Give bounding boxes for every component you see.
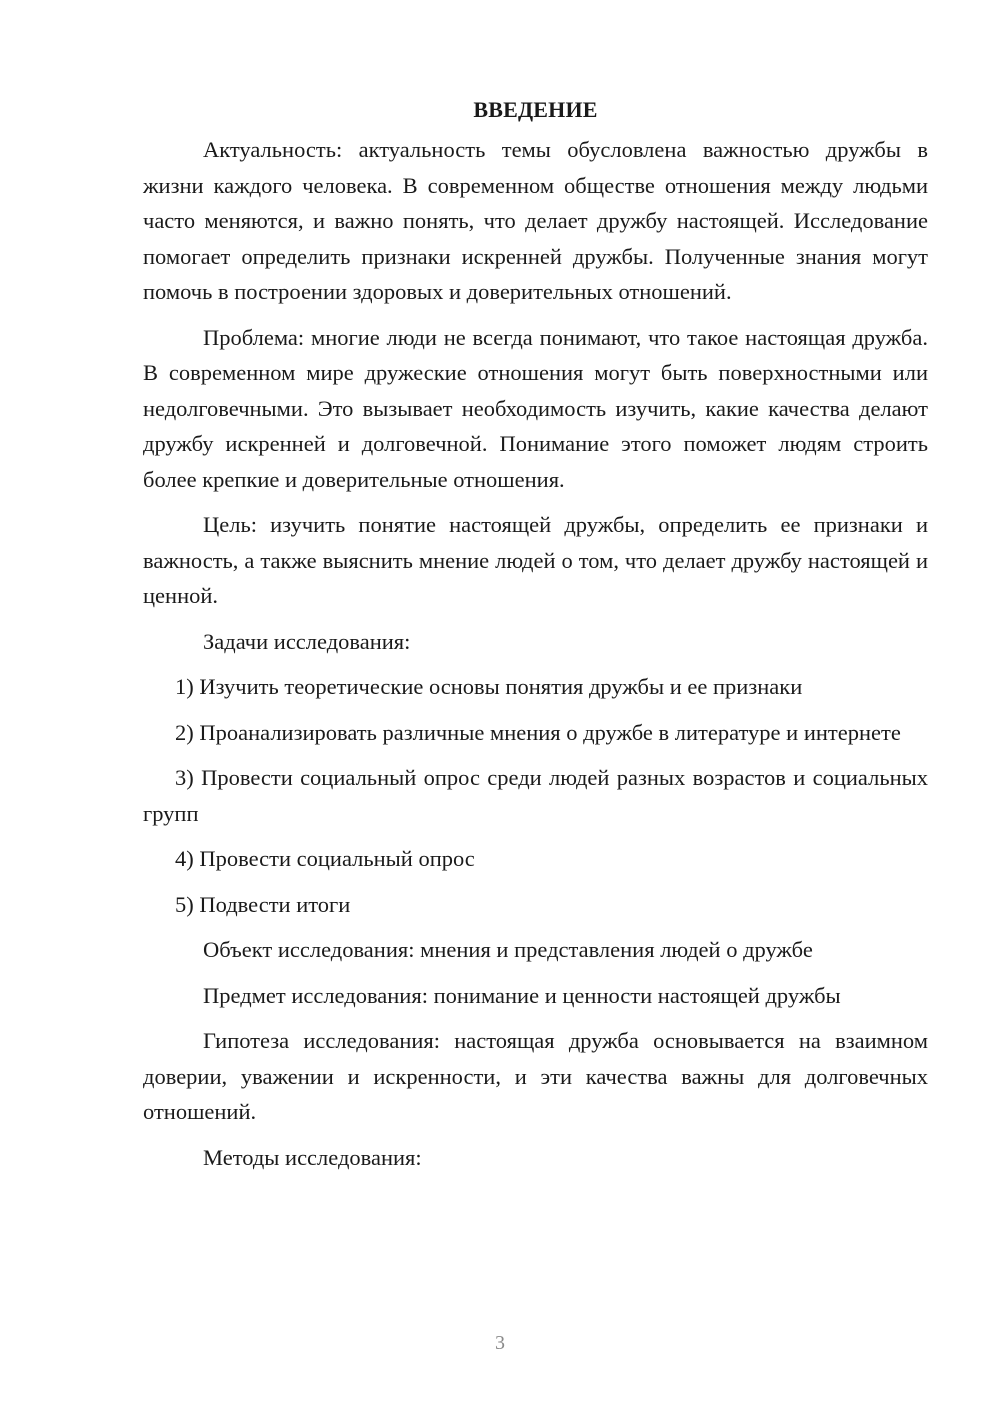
task-item-1: 1) Изучить теоретические основы понятия дружбы и ее признаки [175,674,803,699]
hypothesis-paragraph: Гипотеза исследования: настоящая дружба основывается на взаимном доверии, уважении и искренности, и эти качества важны для долговечных отношений. [143,1028,928,1124]
tasks-heading: Задачи исследования: [203,628,411,654]
page-number: 3 [495,1332,505,1354]
subject-paragraph: Предмет исследования: понимание и ценности настоящей дружбы [203,982,841,1008]
document-page [143,92,928,1185]
methods-heading: Методы исследования: [203,1144,422,1170]
task-item-3: 3) Провести социальный опрос среди людей разных возрастов и социальных групп [143,765,928,826]
task-item-5: 5) Подвести итоги [175,891,351,917]
relevance-paragraph: Актуальность: актуальность темы обусловлена важностью дружбы в жизни каждого человека. В современном обществе отношения между людьми часто меняются, и важно понять, что делает дружбу настоящей. Исследование помогает определить признаки искренней дружбы. Полученные знания могут помочь в построении здоровых и доверительных отношений. [143,137,928,304]
goal-paragraph: Цель: изучить понятие настоящей дружбы, определить ее признаки и важность, а также выяснить мнение людей о том, что делает дружбу настоящей и ценной. [143,512,928,608]
problem-paragraph: Проблема: многие люди не всегда понимают, что такое настоящая дружба. В современном мире дружеские отношения могут быть поверхностными или недолговечными. Это вызывает необходимость изучить, какие качества делают дружбу искренней и долговечной. Понимание этого поможет людям строить более крепкие и доверительные отношения. [143,324,928,492]
task-item-4: 4) Провести социальный опрос [175,846,475,871]
task-item-2: 2) Проанализировать различные мнения о дружбе в литературе и интернете [175,719,901,745]
section-title: ВВЕДЕНИЕ [473,97,598,122]
object-paragraph: Объект исследования: мнения и представления людей о дружбе [203,937,813,962]
